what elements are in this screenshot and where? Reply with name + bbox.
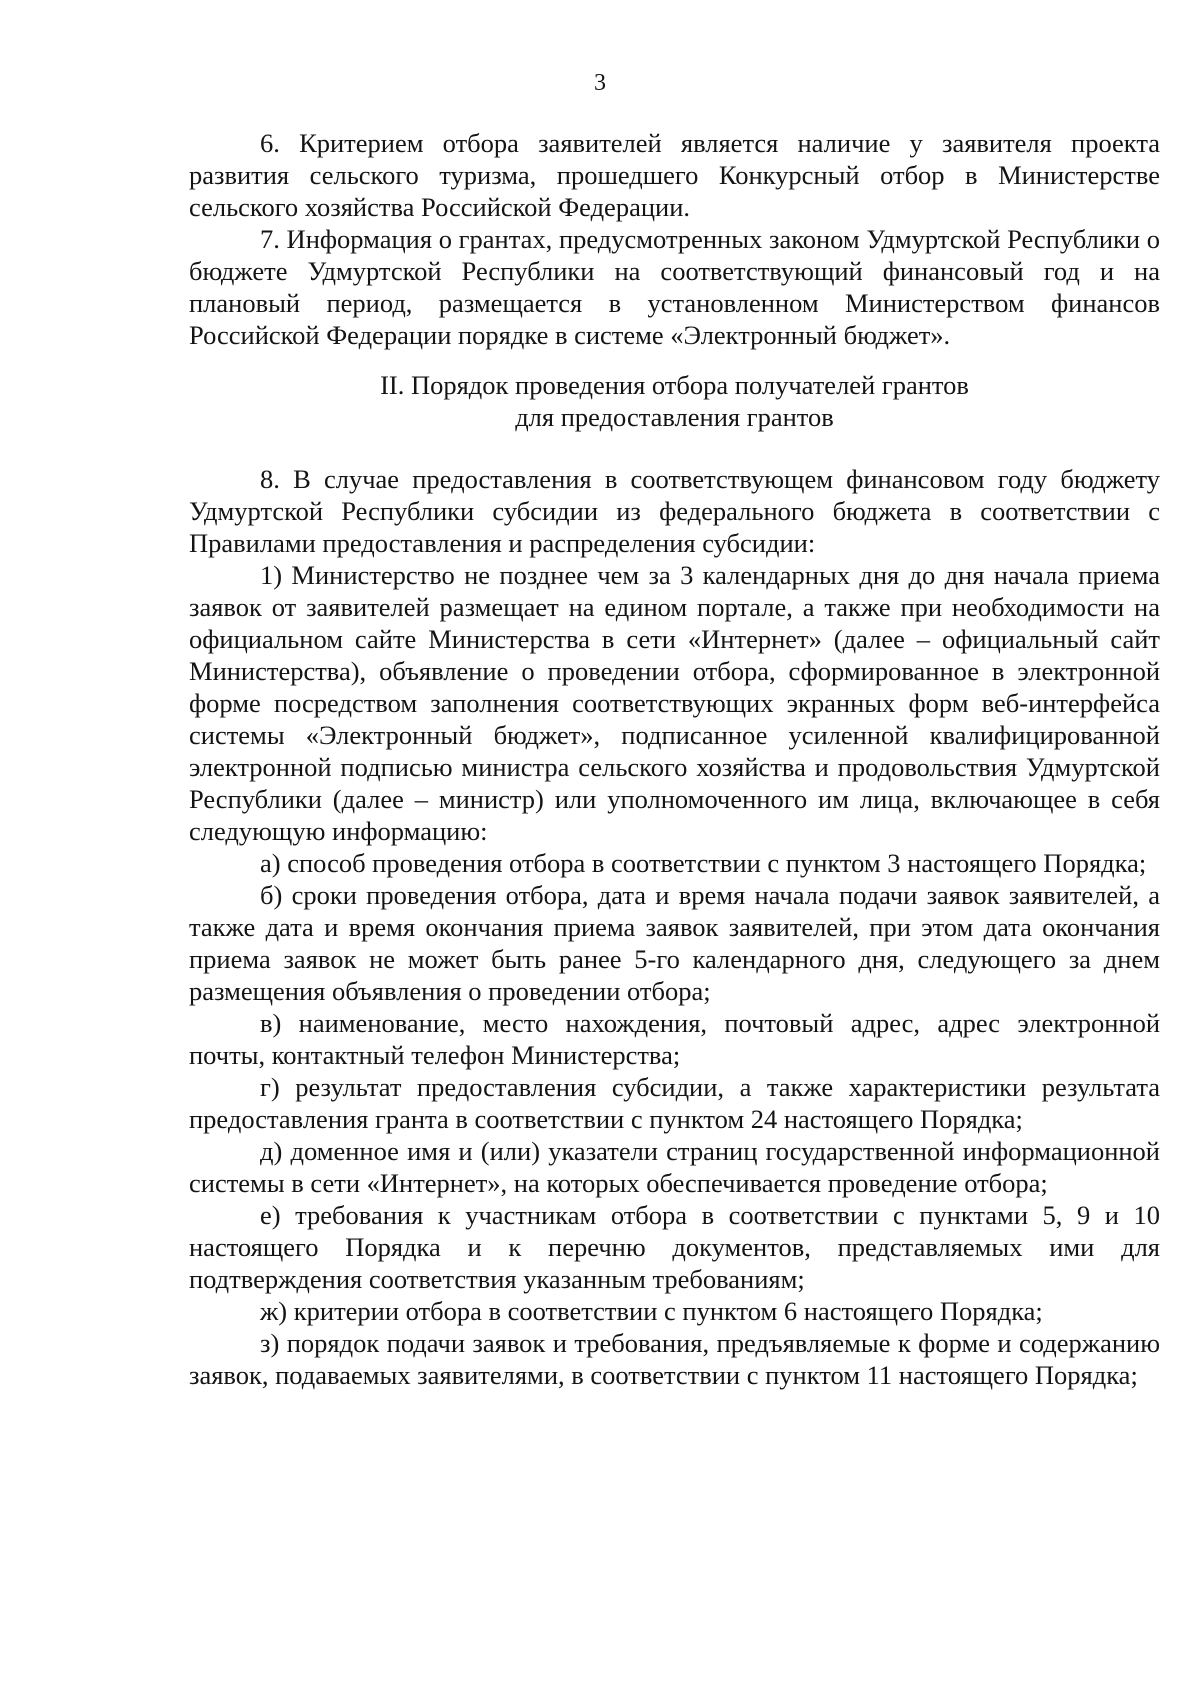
paragraph-6: 6. Критерием отбора заявителей является наличие у заявителя проекта развития сельского туризма, прошедшего Конкурсный отбор в Министерстве сельского хозяйства Российской Федерации. [189, 128, 1160, 222]
section-heading-line-1: II. Порядок проведения отбора получателей грантов [380, 370, 969, 400]
subparagraph-d: д) доменное имя и (или) указатели страниц государственной информационной системы в сети «Интернет», на которых обеспечивается проведение отбора; [189, 1136, 1160, 1198]
paragraph-7: 7. Информация о грантах, предусмотренных законом Удмуртской Республики о бюджете Удмуртской Республики на соответствующий финансовый год и на плановый период, размещается в установленном Министерством финансов Российской Федерации порядке в системе «Электронный бюджет». [189, 224, 1160, 350]
subparagraph-1: 1) Министерство не позднее чем за 3 календарных дня до дня начала приема заявок от заявителей размещает на едином портале, а также при необходимости на официальном сайте Министерства в сети «Интернет» (далее – официальный сайт Министерства), объявление о проведении отбора, сформированное в электронной форме посредством заполнения соответствующих экранных форм веб-интерфейса системы «Электронный бюджет», подписанное усиленной квалифицированной электронной подписью министра сельского хозяйства и продовольствия Удмуртской Республики (далее – министр) или уполномоченного им лица, включающее в себя следующую информацию: [189, 560, 1160, 846]
subparagraph-a: а) способ проведения отбора в соответствии с пунктом 3 настоящего Порядка; [260, 848, 1147, 878]
subparagraph-b: б) сроки проведения отбора, дата и время начала подачи заявок заявителей, а также дата и время окончания приема заявок заявителей, при этом дата окончания приема заявок не может быть ранее 5-го календарного дня, следующего за днем размещения объявления о проведении отбора; [189, 880, 1160, 1006]
paragraph-8: 8. В случае предоставления в соответствующем финансовом году бюджету Удмуртской Республики субсидии из федерального бюджета в соответствии с Правилами предоставления и распределения субсидии: [189, 464, 1160, 558]
section-heading [189, 351, 1160, 463]
subparagraph-zh: ж) критерии отбора в соответствии с пунктом 6 настоящего Порядка; [260, 1296, 1043, 1326]
section-heading-line-2: для предоставления грантов [515, 402, 834, 432]
subparagraph-v: в) наименование, место нахождения, почтовый адрес, адрес электронной почты, контактный телефон Министерства; [189, 1008, 1160, 1070]
page-number: 3 [594, 70, 606, 96]
document-body [189, 127, 1160, 1391]
subparagraph-z: з) порядок подачи заявок и требования, предъявляемые к форме и содержанию заявок, подаваемых заявителями, в соответствии с пунктом 11 настоящего Порядка; [189, 1328, 1160, 1390]
subparagraph-e: е) требования к участникам отбора в соответствии с пунктами 5, 9 и 10 настоящего Порядка и к перечню документов, представляемых ими для подтверждения соответствия указанным требованиям; [189, 1200, 1160, 1294]
subparagraph-g: г) результат предоставления субсидии, а также характеристики результата предоставления гранта в соответствии с пунктом 24 настоящего Порядка; [189, 1072, 1160, 1134]
